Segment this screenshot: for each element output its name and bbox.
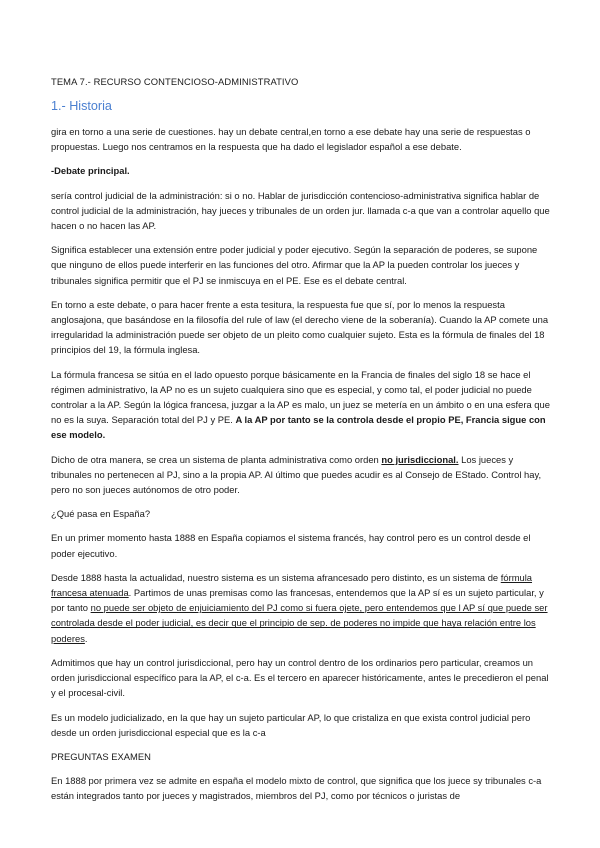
paragraph-intro: gira en torno a una serie de cuestiones. hay un debate central,en torno a ese debate hay una serie de respuestas o propuestas. Luego nos centramos en la respuesta que ha dado el legislador español a ese debate. bbox=[51, 126, 531, 153]
attenuated-text-b: . Partimos de unas premisas como las francesas, entendemos que la AP sí es un sujeto particular, y por tanto bbox=[51, 587, 544, 614]
admin-text-b: Los jueces y tribunales no pertenecen al PJ, sino a la propia AP. Al último que puedes acudir es al Consejo de EStado. Control hay, pero no son jueces autónomos de otro poder. bbox=[51, 453, 542, 496]
paragraph-french bbox=[51, 367, 551, 443]
paragraph-jurisdictional-control: Admitimos que hay un control jurisdiccional, pero hay un control dentro de los ordinarios pero particular, creamos un orden jurisdiccional específico para la AP, el c-a. Es el tercero en aparecer históricamente, antes le precedieron el penal y el procesal-civil. bbox=[51, 656, 549, 699]
debate-label: -Debate principal. bbox=[51, 165, 130, 177]
paragraph-administrative-order bbox=[51, 452, 551, 498]
attenuated-underline-2: no puede ser objeto de enjuiciamiento del PJ como si fuera ojete, pero entendemos que l AP sí que puede ser controlada desde el poder judicial, es decir que el principio de sep. de poderes no impide que haya relación entre los poderes bbox=[51, 602, 548, 644]
paragraph-mixed-model: En 1888 por primera vez se admite en españa el modelo mixto de control, que significa que los juece sy tribunales c-a están integrados tanto por jueces y magistrados, miembros del PJ, como por técnicos o juristas de bbox=[51, 775, 542, 802]
paragraph-separation: Significa establecer una extensión entre poder judicial y poder ejecutivo. Según la separación de poderes, se supone que ninguno de ellos puede interferir en las funciones del otro. Afirmar que la AP la pueden controlar los jueces y tribunales significa permitir que el PJ se inmiscuya en el PE. Ese es el debate central. bbox=[51, 244, 538, 286]
document-title: TEMA 7.- RECURSO CONTENCIOSO-ADMINISTRATIVO bbox=[51, 76, 299, 87]
attenuated-text-c: . bbox=[84, 632, 88, 644]
non-jurisdictional-text: no jurisdiccional. bbox=[381, 453, 459, 465]
french-bold-text: A la AP por tanto se la controla desde el propio PE, Francia sigue con ese modelo. bbox=[51, 414, 546, 441]
section-heading: 1.- Historia bbox=[51, 99, 112, 113]
admin-text-a: Dicho de otra manera, se crea un sistema de planta administrativa como orden bbox=[51, 453, 382, 465]
attenuated-text-a: Desde 1888 hasta la actualidad, nuestro sistema es un sistema afrancesado pero distinto, es un sistema de bbox=[51, 571, 501, 583]
paragraph-attenuated-formula bbox=[51, 570, 551, 646]
paragraph-judicialized-model: Es un modelo judicializado, en la que hay un sujeto particular AP, lo que cristaliza en que exista control judicial pero desde un orden jurisdiccional especial que es la c-a bbox=[51, 711, 531, 738]
paragraph-spain-1888: En un primer momento hasta 1888 en España copiamos el sistema francés, hay control pero es un control desde el poder ejecutivo. bbox=[51, 532, 531, 559]
attenuated-underline-1: fórmula francesa atenuada bbox=[51, 571, 533, 599]
french-text: La fórmula francesa se sitúa en el lado opuesto porque básicamente en la Francia de finales del siglo 18 se hace el régimen administrativo, la AP no es un sujeto cualquiera sino que es especial, y como tal, el poder judicial no puede controlar a la AP. Según la lógica francesa, juzgar a la AP es malo, un juez se metería en un ámbito o en una esfera que no es la suya. Separación total del PJ y PE. bbox=[51, 368, 550, 426]
paragraph-debate: sería control judicial de la administración: si o no. Hablar de jurisdicción contencioso-administrativa significa hablar de control judicial de la administración, hay jueces y tribunales de un orden jur. llamada c-a que van a controlar aquello que hacen o no hacen las AP. bbox=[51, 189, 550, 232]
document-page bbox=[51, 76, 551, 813]
exam-questions-label: PREGUNTAS EXAMEN bbox=[51, 750, 151, 762]
question-spain: ¿Qué pasa en España? bbox=[51, 508, 151, 520]
paragraph-anglosaxon: En torno a este debate, o para hacer frente a esta tesitura, la respuesta fue que sí, por lo menos la respuesta anglosajona, que basándose en la filosofía del rule of law (el derecho viene de la soberanía). Cuando la AP comete una irregularidad la administración puede ser objeto de un pleito como cualquier sujeto. Esta es la fórmula de finales del 18 principios del 19, la fórmula inglesa. bbox=[51, 298, 549, 356]
